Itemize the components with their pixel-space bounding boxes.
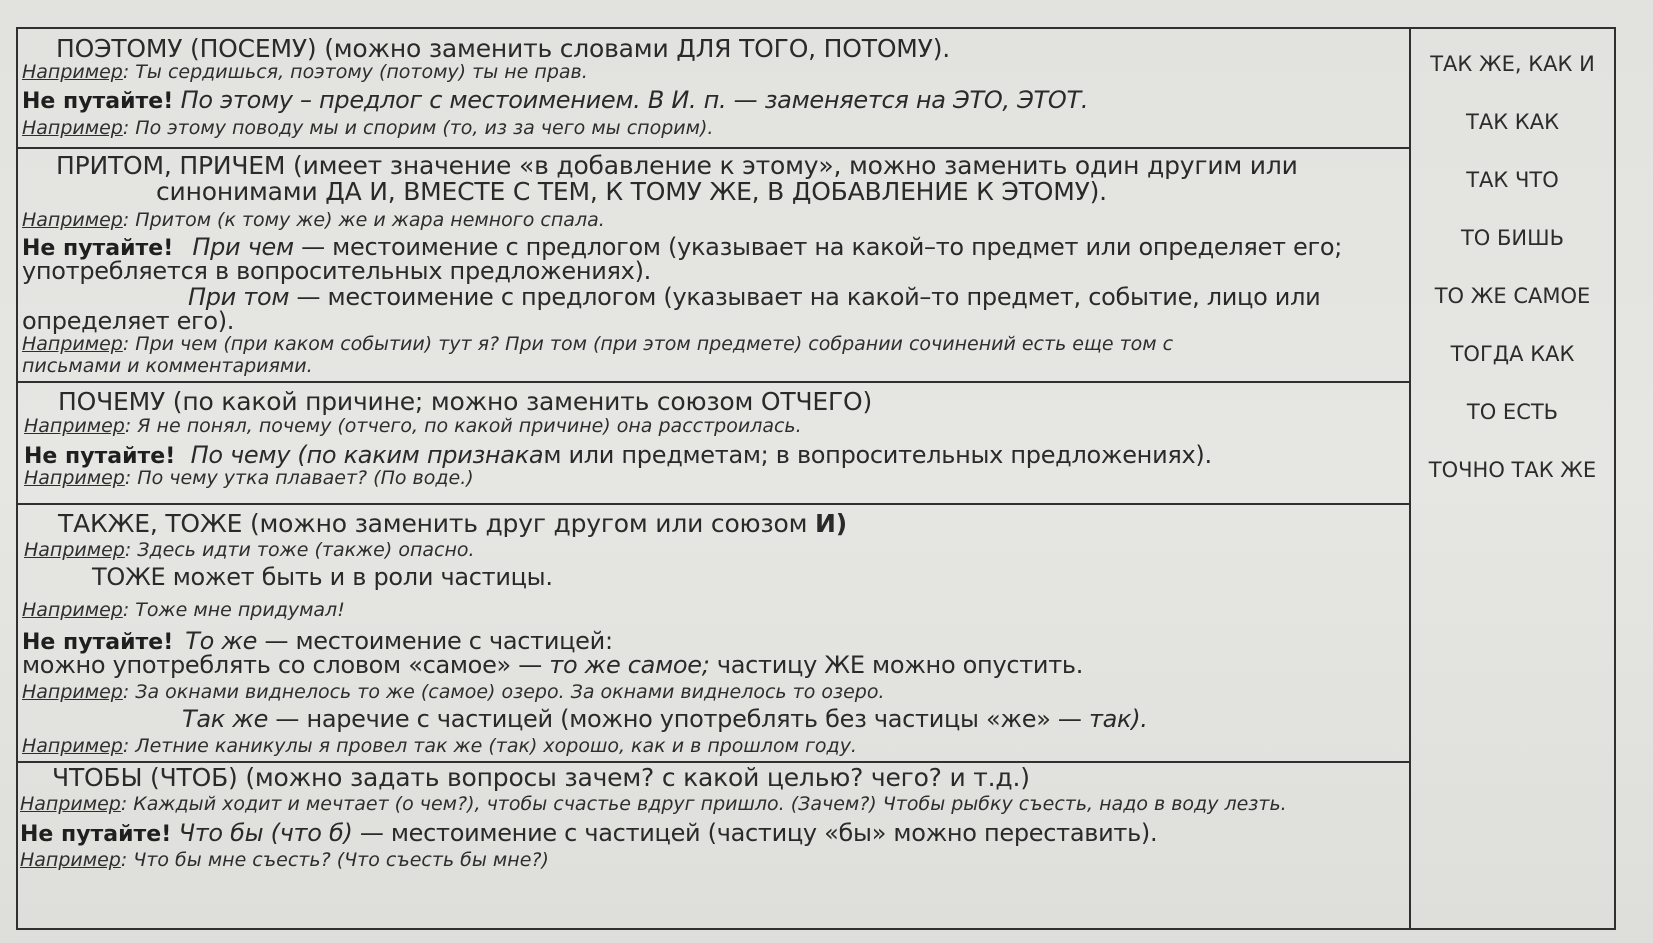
example-text: : При чем (при каком событии) тут я? При том (при этом предмете) собрании сочинений есть еще том с	[122, 333, 1174, 355]
heading-bold: И)	[815, 509, 847, 538]
warning-term: При чем	[192, 233, 294, 261]
section-heading-cont: синонимами ДА И, ВМЕСТЕ С ТЕМ, К ТОМУ ЖЕ, В ДОБАВЛЕНИЕ К ЭТОМУ).	[156, 177, 1107, 206]
warning-text: — местоимение с частицей:	[257, 627, 613, 655]
warning-text-cont: употребляется в вопросительных предложениях).	[22, 257, 651, 285]
example-label: Например	[24, 467, 125, 489]
example-line	[22, 209, 605, 231]
example-label: Например	[22, 117, 123, 139]
example-text: : Летние каникулы я провел так же (так) хорошо, как и в прошлом году.	[122, 735, 857, 757]
warning-line	[22, 86, 1088, 114]
side-item: ТАК ЖЕ, КАК И	[1430, 52, 1595, 76]
example-label: Например	[22, 735, 123, 757]
example-line	[22, 117, 713, 139]
side-column-conjunctions	[1411, 29, 1614, 928]
warning-line-2	[188, 283, 1320, 311]
example-line	[22, 61, 588, 83]
example-label: Например	[22, 209, 123, 231]
example-label: Например	[20, 849, 121, 871]
side-item: ТАК ЧТО	[1466, 168, 1559, 192]
warning-text: — местоимение с частицей (частицу «бы» можно переставить).	[352, 819, 1158, 847]
side-item: ТО ЕСТЬ	[1466, 400, 1559, 424]
warning-label: Не путайте!	[22, 89, 174, 114]
warning-term: По чему (по каким признака	[183, 441, 544, 469]
warning-text: По этому – предлог с местоимением. В И. п. — заменяется на ЭТО, ЭТОТ.	[173, 86, 1089, 114]
example-line	[24, 539, 475, 561]
example-line	[22, 333, 1173, 355]
section-pochemu	[18, 383, 1409, 505]
side-item: ТО БИШЬ	[1460, 226, 1564, 250]
example-text: : Тоже мне придумал!	[122, 599, 345, 621]
warning-text: — местоимение с предлогом (указывает на какой–то предмет или определяет его;	[293, 233, 1342, 261]
warning-label: Не путайте!	[22, 630, 174, 655]
section-heading: ПОЭТОМУ (ПОСЕМУ) (можно заменить словами ДЛЯ ТОГО, ПОТОМУ).	[56, 34, 950, 63]
side-item: ТАК КАК	[1466, 110, 1559, 134]
side-item: ТОЧНО ТАК ЖЕ	[1428, 458, 1597, 482]
example-label: Например	[24, 415, 125, 437]
heading-text: ТАКЖЕ, ТОЖЕ (можно заменить друг другом или союзом	[58, 509, 815, 538]
example-line	[20, 793, 1287, 815]
example-line	[20, 849, 549, 871]
warning-term: Так же	[182, 705, 269, 733]
example-text: : Я не понял, почему (отчего, по какой причине) она расстроилась.	[124, 415, 802, 437]
warning-line	[24, 441, 1212, 469]
example-text: : Что бы мне съесть? (Что съесть бы мне?)	[120, 849, 549, 871]
warning-term: При том	[188, 283, 290, 311]
example-line	[24, 467, 474, 489]
example-label: Например	[22, 61, 123, 83]
warning-label: Не путайте!	[22, 236, 174, 261]
example-text: : За окнами виднелось то же (самое) озеро. За окнами виднелось то озеро.	[122, 681, 885, 703]
example-text: : Притом (к тому же) же и жара немного спала.	[122, 209, 605, 231]
example-label: Например	[22, 681, 123, 703]
side-item: ТО ЖЕ САМОЕ	[1434, 284, 1591, 308]
warning-text: — наречие с частицей (можно употреблять без частицы «же» —	[268, 705, 1089, 733]
example-text: : По чему утка плавает? (По воде.)	[124, 467, 474, 489]
warning-label: Не путайте!	[24, 444, 176, 469]
example-text: : Ты сердишься, поэтому (потому) ты не прав.	[122, 61, 588, 83]
example-label: Например	[24, 539, 125, 561]
warning-term: Что бы (что б)	[171, 819, 353, 847]
example-label: Например	[22, 599, 123, 621]
warning-text: частицу ЖЕ можно опустить.	[709, 651, 1084, 679]
example-line	[22, 681, 885, 703]
example-label: Например	[20, 793, 121, 815]
particle-note: ТОЖЕ может быть и в роли частицы.	[92, 563, 553, 591]
warning-text-cont	[22, 651, 1083, 679]
warning-line	[20, 819, 1157, 847]
example-label: Например	[22, 333, 123, 355]
example-line	[22, 599, 345, 621]
example-text: : Каждый ходит и мечтает (о чем?), чтобы счастье вдруг пришло. (Зачем?) Чтобы рыбку съесть, надо в воду лезть.	[120, 793, 1287, 815]
example-line	[24, 415, 802, 437]
section-pritom	[18, 149, 1409, 383]
main-column	[18, 29, 1411, 928]
example-text-cont: письмами и комментариями.	[22, 355, 313, 377]
section-heading: ПОЧЕМУ (по какой причине; можно заменить союзом ОТЧЕГО)	[58, 387, 873, 416]
example-text: : Здесь идти тоже (также) опасно.	[124, 539, 475, 561]
warning-label: Не путайте!	[20, 822, 172, 847]
section-heading	[58, 509, 847, 538]
example-text: : По этому поводу мы и спорим (то, из за чего мы спорим).	[122, 117, 714, 139]
warning-text: м или предметам; в вопросительных предложениях).	[543, 441, 1212, 469]
section-chtoby	[18, 763, 1409, 928]
warning-term: то же самое;	[549, 651, 710, 679]
warning-term: То же	[185, 627, 258, 655]
warning-text: — местоимение с предлогом (указывает на какой–то предмет, событие, лицо или	[289, 283, 1321, 311]
side-item: ТОГДА КАК	[1450, 342, 1575, 366]
warning-text-cont: определяет его).	[22, 307, 235, 335]
warning-line-2	[182, 705, 1148, 733]
example-line	[22, 735, 857, 757]
section-heading: ПРИТОМ, ПРИЧЕМ (имеет значение «в добавление к этому», можно заменить один другим или	[56, 151, 1298, 180]
warning-text: можно употреблять со словом «самое» —	[22, 651, 550, 679]
section-poetomu	[18, 29, 1409, 149]
rules-table	[16, 27, 1616, 930]
section-heading: ЧТОБЫ (ЧТОБ) (можно задать вопросы зачем? с какой целью? чего? и т.д.)	[52, 763, 1030, 792]
section-takzhe	[18, 505, 1409, 763]
warning-term: так).	[1088, 705, 1148, 733]
